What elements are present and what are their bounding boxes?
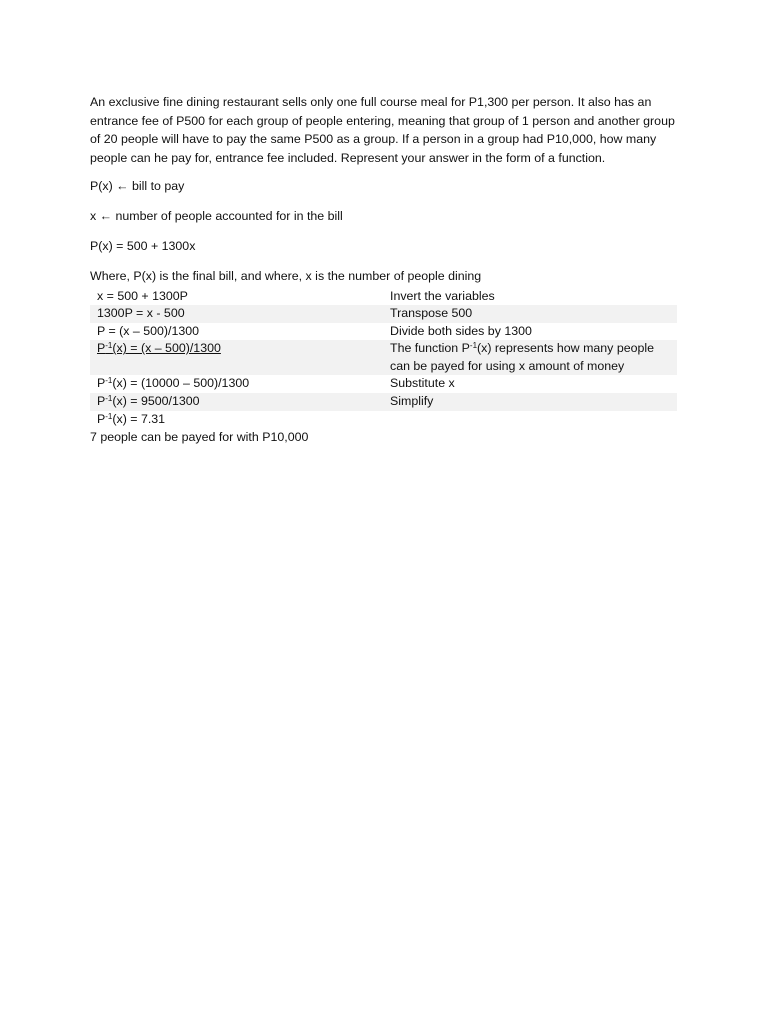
step-note: Divide both sides by 1300 <box>390 323 532 338</box>
definition-bill: P(x) ← bill to pay <box>90 179 185 193</box>
inverse-base: P <box>97 341 106 356</box>
note-part-a: The function P <box>390 341 470 356</box>
step-equation <box>90 393 383 411</box>
inverse-superscript: -1 <box>105 394 113 404</box>
table-row <box>90 375 677 393</box>
step-equation: P = (x – 500)/1300 <box>97 323 200 338</box>
table-row <box>90 305 677 323</box>
step-equation <box>90 411 383 429</box>
inverse-base: P <box>97 376 106 391</box>
note-superscript: -1 <box>469 341 478 351</box>
step-note <box>383 340 677 375</box>
function-explanation: Where, P(x) is the final bill, and where, x is the number of people dining <box>90 269 482 283</box>
inverse-function-underlined <box>97 341 221 355</box>
table-row <box>90 323 677 341</box>
inverse-rest: (x) = 9500/1300 <box>112 394 200 409</box>
table-row <box>90 393 677 411</box>
document-page <box>90 93 680 446</box>
inverse-base: P <box>97 394 106 409</box>
inverse-rest: (x) = (10000 – 500)/1300 <box>112 376 250 391</box>
inverse-superscript: -1 <box>105 376 113 386</box>
inverse-rest: (x) = 7.31 <box>112 411 166 426</box>
definition-x: x ← number of people accounted for in the bill <box>90 209 343 223</box>
step-equation: x = 500 + 1300P <box>97 288 188 303</box>
problem-statement: An exclusive fine dining restaurant sells only one full course meal for P1,300 per person. It also has an entrance fee of P500 for each group of people entering, meaning that group of 1 person and another group of 20 people will have to pay the same P500 as a group. If a person in a group had P10,000, how many people can he pay for, entrance fee included. Represent your answer in the form of a function. <box>90 95 675 165</box>
step-equation <box>90 340 383 375</box>
function-equation: P(x) = 500 + 1300x <box>90 239 196 253</box>
final-answer: 7 people can be payed for with P10,000 <box>90 430 309 445</box>
table-row <box>90 288 677 306</box>
inverse-rest: (x) = (x – 500)/1300 <box>112 341 221 356</box>
inverse-base: P <box>97 411 106 426</box>
step-note: Invert the variables <box>390 288 495 303</box>
step-equation: 1300P = x - 500 <box>90 305 383 323</box>
table-row <box>90 411 677 429</box>
step-note: Simplify <box>383 393 677 411</box>
step-equation <box>90 375 383 393</box>
note-part-b: (x) represents how many people can be payed for using x amount of money <box>390 341 655 373</box>
step-note <box>383 411 677 429</box>
solution-steps-table <box>90 288 677 429</box>
inverse-superscript: -1 <box>105 411 113 421</box>
step-note: Transpose 500 <box>383 305 677 323</box>
step-note: Substitute x <box>390 376 455 391</box>
table-row <box>90 340 677 375</box>
inverse-superscript: -1 <box>105 341 113 351</box>
